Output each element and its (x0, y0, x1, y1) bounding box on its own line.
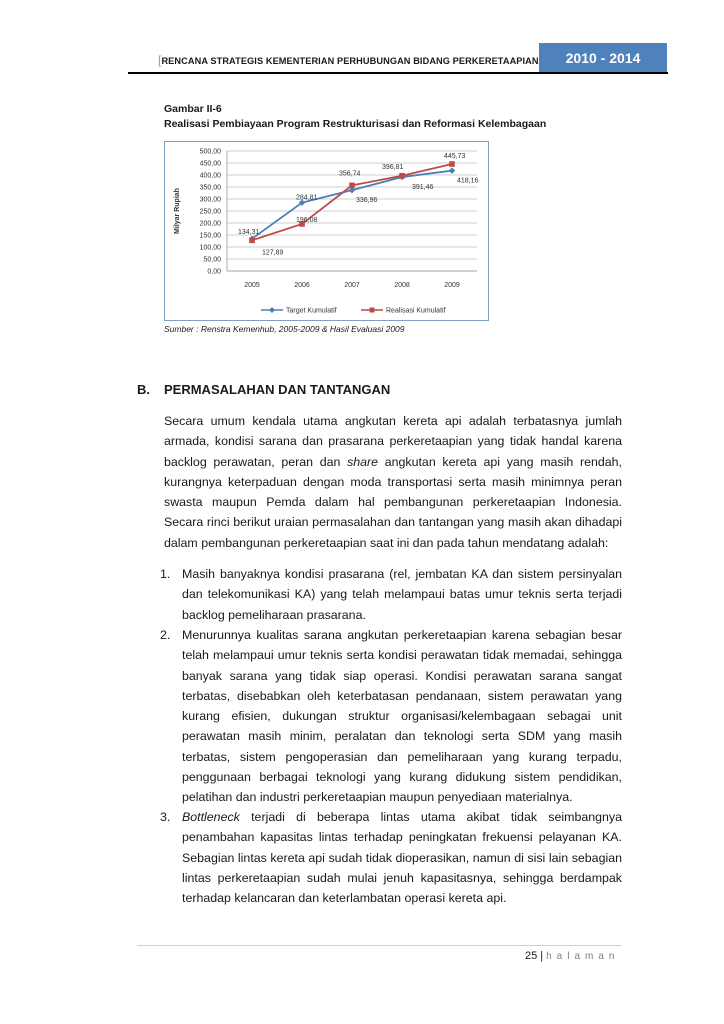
y-tick-label: 500,00 (199, 148, 221, 156)
header-bracket-open: [ (158, 53, 162, 67)
page-word: halaman (546, 951, 620, 962)
data-label: 445,73 (444, 153, 466, 161)
section-letter: B. (137, 382, 150, 397)
x-tick-label: 2007 (344, 282, 360, 289)
intro-paragraph: Secara umum kendala utama angkutan kereta api adalah terbatasnya jumlah armada, kondisi sarana dan prasarana perkeretaapian yang tidak handal karena backlog perawatan, peran dan share angkutan kereta api yang masih rendah, kurangnya keterpaduan dengan moda transportasi serta masih minimnya peran swasta maupun Pemda dalam hal pembangunan perkeretaapian Indonesia. Secara rinci berikut uraian permasalahan dan tantangan yang masih akan dihadapi dalam pembangunan perkeretaapian saat ini dan pada tahun mendatang adalah: (164, 414, 622, 550)
list-item: Masih banyaknya kondisi prasarana (rel, jembatan KA dan sistem persinyalan dan telekomunikasi KA) yang telah melampaui batas umur teknis serta terjadi backlog pemeliharaan prasarana. (182, 567, 622, 622)
page-number: 25 (525, 950, 538, 962)
list-item-text: terjadi di beberapa lintas utama akibat tidak seimbangnya penambahan kapasitas lintas terhadap peningkatan frekuensi pelayanan KA. Sebagian lintas kereta api sudah tidak dioperasikan, namun di sisi lain sebagian lintas perkeretaapian sudah mulai jenuh kapasitasnya, sehingga berdampak terhadap kelancaran dan keterlambatan operasi kereta api. (182, 810, 622, 906)
figure-source: Sumber : Renstra Kemenhub, 2005-2009 & Hasil Evaluasi 2009 (164, 324, 405, 334)
list-item-lead: Bottleneck (182, 810, 240, 824)
chart-frame (164, 141, 489, 321)
header-title: RENCANA STRATEGIS KEMENTERIAN PERHUBUNGAN BIDANG PERKERETAAPIAN (161, 56, 539, 66)
legend-marker (269, 307, 275, 313)
list-number: 2. (160, 628, 171, 642)
y-tick-label: 350,00 (199, 184, 221, 192)
y-tick-label: 250,00 (199, 208, 221, 216)
footer-separator: | (540, 950, 544, 962)
data-label: 284,81 (296, 194, 318, 202)
x-tick-label: 2006 (294, 282, 310, 289)
data-label: 418,16 (457, 177, 479, 185)
data-label: 134,31 (238, 228, 260, 236)
data-point (449, 167, 455, 173)
header-year-badge: 2010 - 2014 (539, 43, 667, 73)
data-point (349, 183, 355, 189)
legend-label: Target Kumulatif (286, 307, 337, 315)
y-tick-label: 450,00 (199, 160, 221, 168)
x-tick-label: 2005 (244, 282, 260, 289)
x-tick-label: 2008 (394, 282, 410, 289)
x-tick-label: 2009 (444, 282, 460, 289)
y-tick-label: 200,00 (199, 220, 221, 228)
list-item (182, 807, 622, 908)
y-tick-label: 150,00 (199, 232, 221, 240)
y-tick-label: 50,00 (203, 256, 221, 264)
list-number: 1. (160, 567, 171, 581)
data-label: 356,74 (339, 170, 361, 178)
y-tick-label: 0,00 (207, 268, 221, 276)
legend-marker (370, 308, 375, 313)
y-axis-label: Milyar Rupiah (174, 188, 181, 234)
legend-label: Realisasi Kumulatif (386, 307, 446, 315)
header-rule (128, 72, 668, 74)
data-label: 336,96 (356, 197, 378, 205)
intro-emphasis: share (347, 454, 379, 469)
list-number: 3. (160, 810, 171, 824)
figure-title: Realisasi Pembiayaan Program Restrukturisasi dan Reformasi Kelembagaan (164, 118, 547, 130)
y-tick-label: 100,00 (199, 244, 221, 252)
data-label: 196,08 (296, 216, 318, 224)
running-header (158, 53, 542, 67)
data-label: 391,46 (412, 184, 434, 192)
y-tick-label: 400,00 (199, 172, 221, 180)
list-item: Menurunnya kualitas sarana angkutan perkeretaapian karena sebagian besar telah melampaui umur teknis serta kondisi perawatan tidak memadai, sehingga banyak sarana yang tidak siap operasi. Kondisi perawatan sarana sangat terbatas, disebabkan oleh keterbatasan pendanaan, sistem perawatan yang kurang efisien, dukungan struktur organisasi/kelembagaan sebagai unit perawatan masih minim, peralatan dan teknologi serta SDM yang masih terbatas, sistem pengoperasian dan pemeliharaan yang kurang terpadu, penggunaan berbagai teknologi yang kurang didukung sistem pendidikan, pelatihan dan industri perkeretaapian maupun penyediaan materialnya. (182, 628, 622, 805)
data-point (399, 173, 405, 179)
data-label: 396,81 (382, 163, 404, 171)
y-tick-label: 300,00 (199, 196, 221, 204)
line-chart (165, 142, 487, 319)
data-point (249, 238, 255, 244)
footer-rule (137, 945, 621, 946)
page-footer (525, 950, 619, 962)
series-line (252, 171, 452, 239)
data-point (449, 161, 455, 167)
section-title: PERMASALAHAN DAN TANTANGAN (164, 382, 391, 397)
figure-number: Gambar II-6 (164, 103, 222, 115)
data-label: 127,89 (262, 249, 284, 257)
